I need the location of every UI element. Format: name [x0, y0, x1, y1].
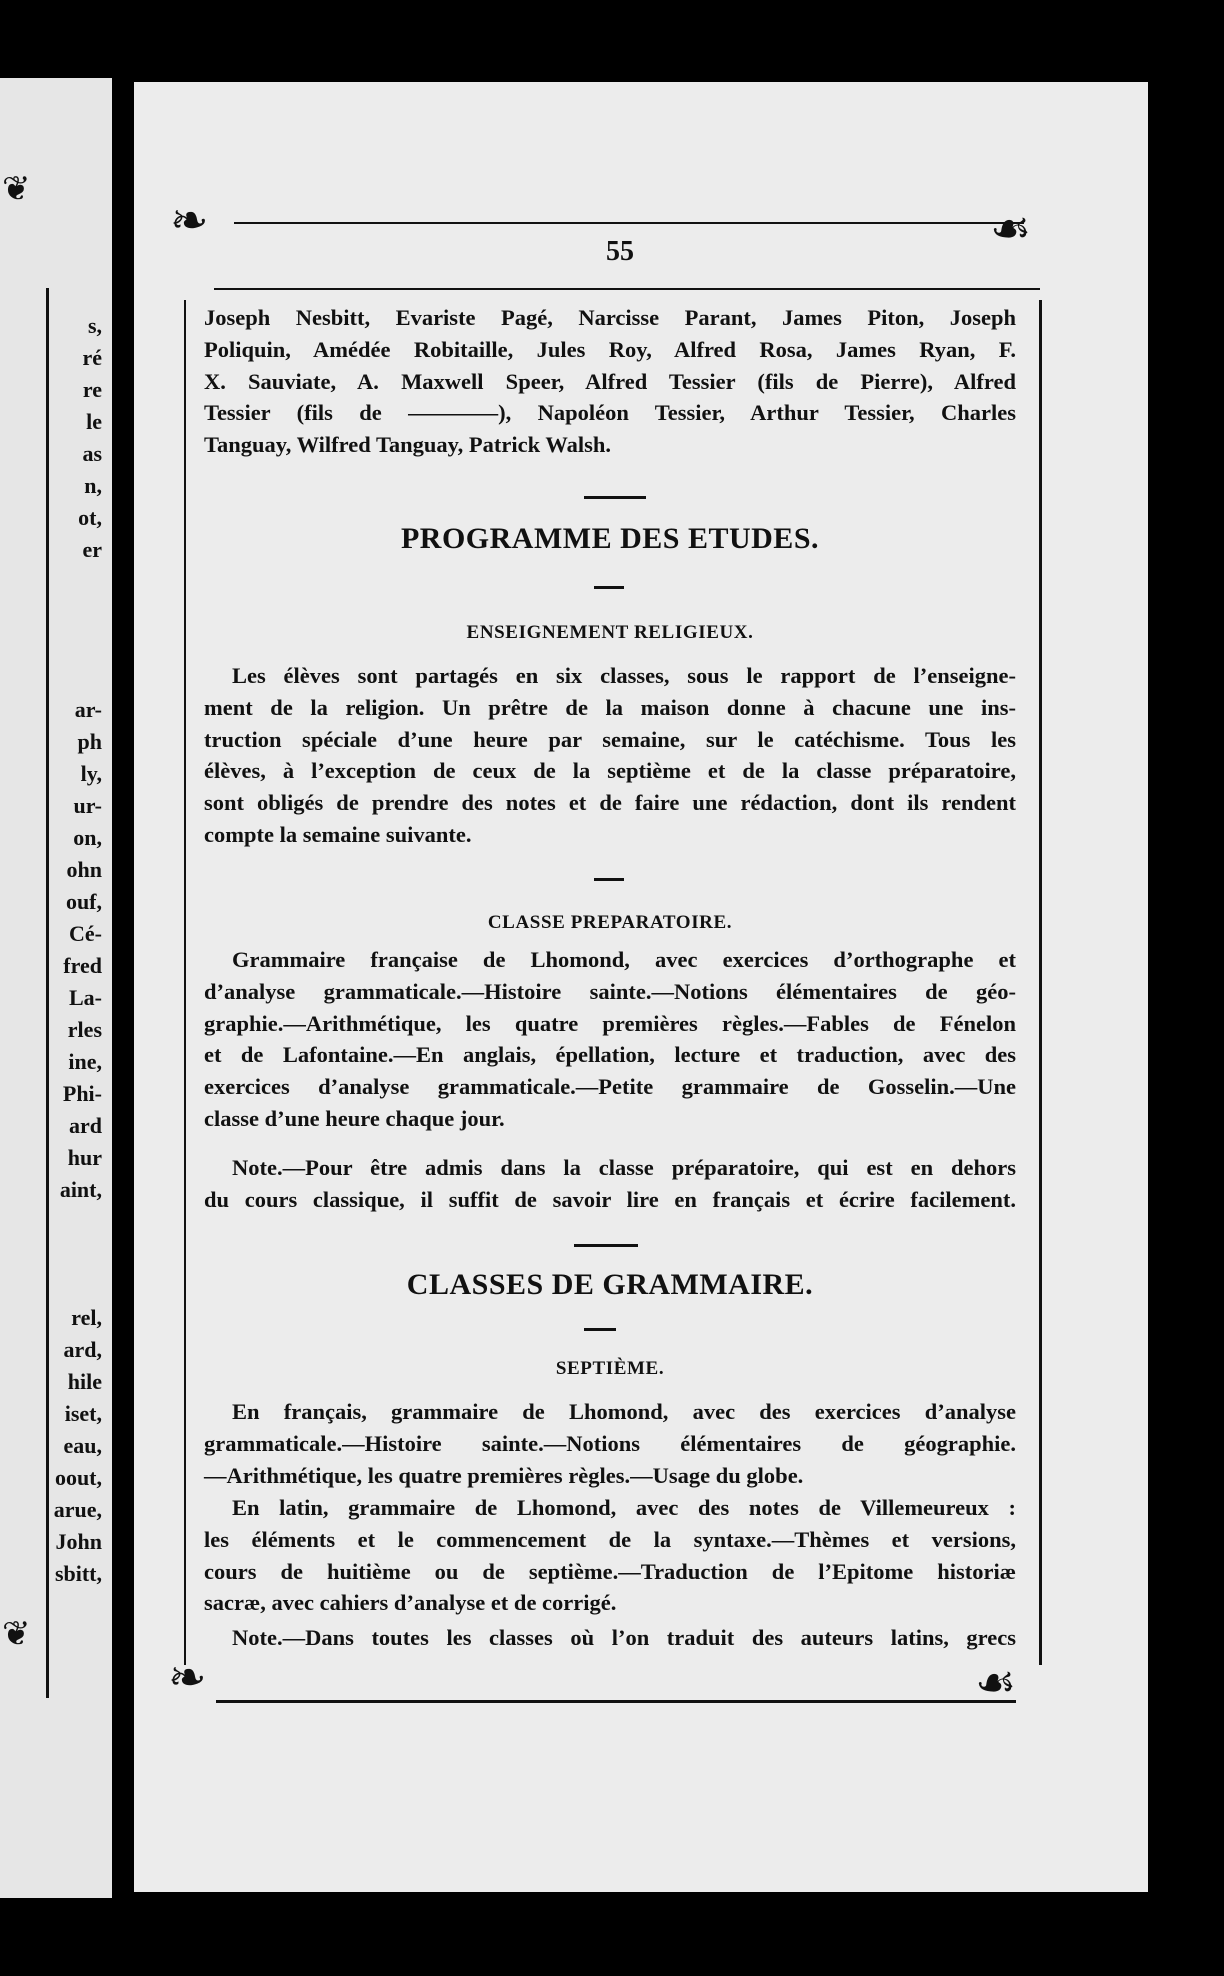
frame-left-rule [184, 300, 186, 1665]
scroll-ornament-icon: ❦ [2, 1616, 31, 1653]
left-word-fragment [54, 566, 102, 598]
left-word-fragment: fred [63, 953, 102, 978]
text-line: et de Lafontaine.—En anglais, épellation, lecture et traduction, avec des [204, 1042, 1016, 1068]
names-paragraph [204, 302, 1016, 461]
section-divider [584, 496, 646, 499]
left-word-fragment: John [55, 1529, 102, 1554]
left-word-fragment: ur- [73, 793, 102, 818]
text-line: compte la semaine suivante. [204, 821, 472, 847]
section-divider [584, 1328, 616, 1331]
left-word-fragment: n, [84, 473, 102, 498]
left-word-fragment: ouf, [65, 889, 102, 914]
text-line: Poliquin, Amédée Robitaille, Jules Roy, Alfred Rosa, James Ryan, F. [204, 336, 1016, 362]
section-divider [594, 878, 624, 881]
scroll-ornament-icon: ❧ [170, 195, 209, 246]
left-word-fragment: sbitt, [54, 1561, 102, 1586]
subsection-title-preparatoire: CLASSE PREPARATOIRE. [487, 912, 733, 933]
text-line: Tessier (fils de ————), Napoléon Tessier, Arthur Tessier, Charles [204, 400, 1016, 426]
section-divider [574, 1244, 638, 1247]
left-word-fragment: er [82, 537, 102, 562]
text-line: classe d’une heure chaque jour. [204, 1105, 505, 1131]
left-word-fragment: s, [87, 313, 102, 338]
text-line: les éléments et le commencement de la syntaxe.—Thèmes et versions, [204, 1526, 1016, 1552]
left-word-fragment: on, [73, 825, 102, 850]
text-line: X. Sauviate, A. Maxwell Speer, Alfred Tessier (fils de Pierre), Alfred [204, 368, 1016, 394]
frame-right-rule [1039, 300, 1042, 1665]
subsection-title-septieme: SEPTIÈME. [555, 1358, 665, 1379]
left-word-fragment [54, 1206, 102, 1238]
text-line: En français, grammaire de Lhomond, avec des exercices d’analyse [232, 1399, 1016, 1424]
preparatoire-paragraph [204, 944, 1016, 1135]
text-line: truction spéciale d’une heure par semaine, sur le catéchisme. Tous les [204, 726, 1016, 752]
text-line: Note.—Dans toutes les classes où l’on traduit des auteurs latins, grecs [232, 1625, 1016, 1650]
left-word-fragment [54, 598, 102, 630]
text-line: sacræ, avec cahiers d’analyse et de corrigé. [204, 1590, 617, 1616]
left-word-fragment: ly, [80, 761, 102, 786]
text-line: élèves, à l’exception de ceux de la septième et de la classe préparatoire, [204, 758, 1016, 784]
text-line: Tanguay, Wilfred Tanguay, Patrick Walsh. [204, 432, 612, 458]
left-word-fragment: le [86, 409, 102, 434]
scroll-ornament-icon: ❧ [168, 1652, 207, 1703]
left-word-fragment: ohn [66, 857, 102, 882]
left-word-fragment: re [82, 377, 102, 402]
septieme-latin-paragraph [204, 1492, 1016, 1619]
left-word-fragment: ph [77, 729, 102, 754]
left-word-fragment: La- [69, 985, 102, 1010]
text-line: Note.—Pour être admis dans la classe préparatoire, qui est en dehors [232, 1155, 1016, 1180]
left-word-fragment: hile [67, 1369, 102, 1394]
text-line: d’analyse grammaticale.—Histoire sainte.—Notions élémentaires de géo- [204, 978, 1016, 1004]
left-page-word-fragments [54, 310, 102, 1590]
text-line: Grammaire française de Lhomond, avec exercices d’orthographe et [232, 947, 1016, 972]
left-page-fragment [0, 78, 112, 1898]
text-line: cours de huitième ou de septième.—Traduction de l’Epitome historiæ [204, 1558, 1016, 1584]
left-word-fragment: aint, [59, 1177, 102, 1202]
left-word-fragment: Phi- [62, 1081, 102, 1106]
scroll-ornament-icon: ☙ [975, 1657, 1017, 1708]
text-line: exercices d’analyse grammaticale.—Petite grammaire de Gosselin.—Une [204, 1074, 1016, 1100]
left-word-fragment: ine, [68, 1049, 102, 1074]
left-word-fragment: ard, [63, 1337, 102, 1362]
preparatoire-note [204, 1152, 1016, 1216]
frame-bottom-rule [216, 1700, 1016, 1703]
section-divider [594, 586, 624, 589]
subsection-title-religieux: ENSEIGNEMENT RELIGIEUX. [466, 622, 754, 643]
text-line: graphie.—Arithmétique, les quatre premières règles.—Fables de Fénelon [204, 1010, 1016, 1036]
text-line: Joseph Nesbitt, Evariste Pagé, Narcisse Parant, James Piton, Joseph [204, 305, 1016, 330]
text-line: grammaticale.—Histoire sainte.—Notions élémentaires de géographie. [204, 1430, 1016, 1456]
left-word-fragment: rles [67, 1017, 102, 1042]
left-word-fragment: iset, [64, 1401, 102, 1426]
left-word-fragment [54, 662, 102, 694]
section-title-programme: PROGRAMME DES ETUDES. [400, 522, 820, 555]
header-rule [214, 288, 1040, 290]
page-gutter [112, 0, 134, 1976]
left-word-fragment: ot, [78, 505, 102, 530]
left-word-fragment [54, 1238, 102, 1270]
text-line: sont obligés de prendre des notes et de faire une rédaction, dont ils rendent [204, 790, 1016, 816]
septieme-french-paragraph [204, 1396, 1016, 1491]
frame-line [46, 288, 49, 1698]
text-line: ment de la religion. Un prêtre de la maison donne à chacune une ins- [204, 694, 1016, 720]
frame-top-rule [234, 222, 1024, 224]
left-word-fragment [54, 1270, 102, 1302]
scroll-ornament-icon: ❦ [2, 171, 31, 208]
scroll-ornament-icon: ☙ [990, 203, 1032, 254]
left-word-fragment: arue, [53, 1497, 102, 1522]
text-line: du cours classique, il suffit de savoir lire en français et écrire facilement. [204, 1186, 1016, 1212]
left-word-fragment [54, 630, 102, 662]
text-line: En latin, grammaire de Lhomond, avec des notes de Villemeureux : [232, 1495, 1016, 1520]
left-word-fragment: eau, [63, 1433, 102, 1458]
left-word-fragment: ar- [74, 697, 102, 722]
left-word-fragment: oout, [54, 1465, 102, 1490]
left-word-fragment: rel, [71, 1305, 102, 1330]
text-line: —Arithmétique, les quatre premières règles.—Usage du globe. [204, 1462, 804, 1488]
left-word-fragment: hur [67, 1145, 102, 1170]
section-title-grammaire: CLASSES DE GRAMMAIRE. [406, 1268, 814, 1301]
text-line: Les élèves sont partagés en six classes, sous le rapport de l’enseigne- [232, 663, 1016, 688]
left-word-fragment: ré [82, 345, 102, 370]
page-number: 55 [606, 236, 634, 267]
septieme-note [204, 1622, 1016, 1654]
left-word-fragment: Cé- [69, 921, 102, 946]
left-word-fragment: ard [69, 1113, 102, 1138]
left-word-fragment: as [82, 441, 102, 466]
religieux-paragraph [204, 660, 1016, 851]
